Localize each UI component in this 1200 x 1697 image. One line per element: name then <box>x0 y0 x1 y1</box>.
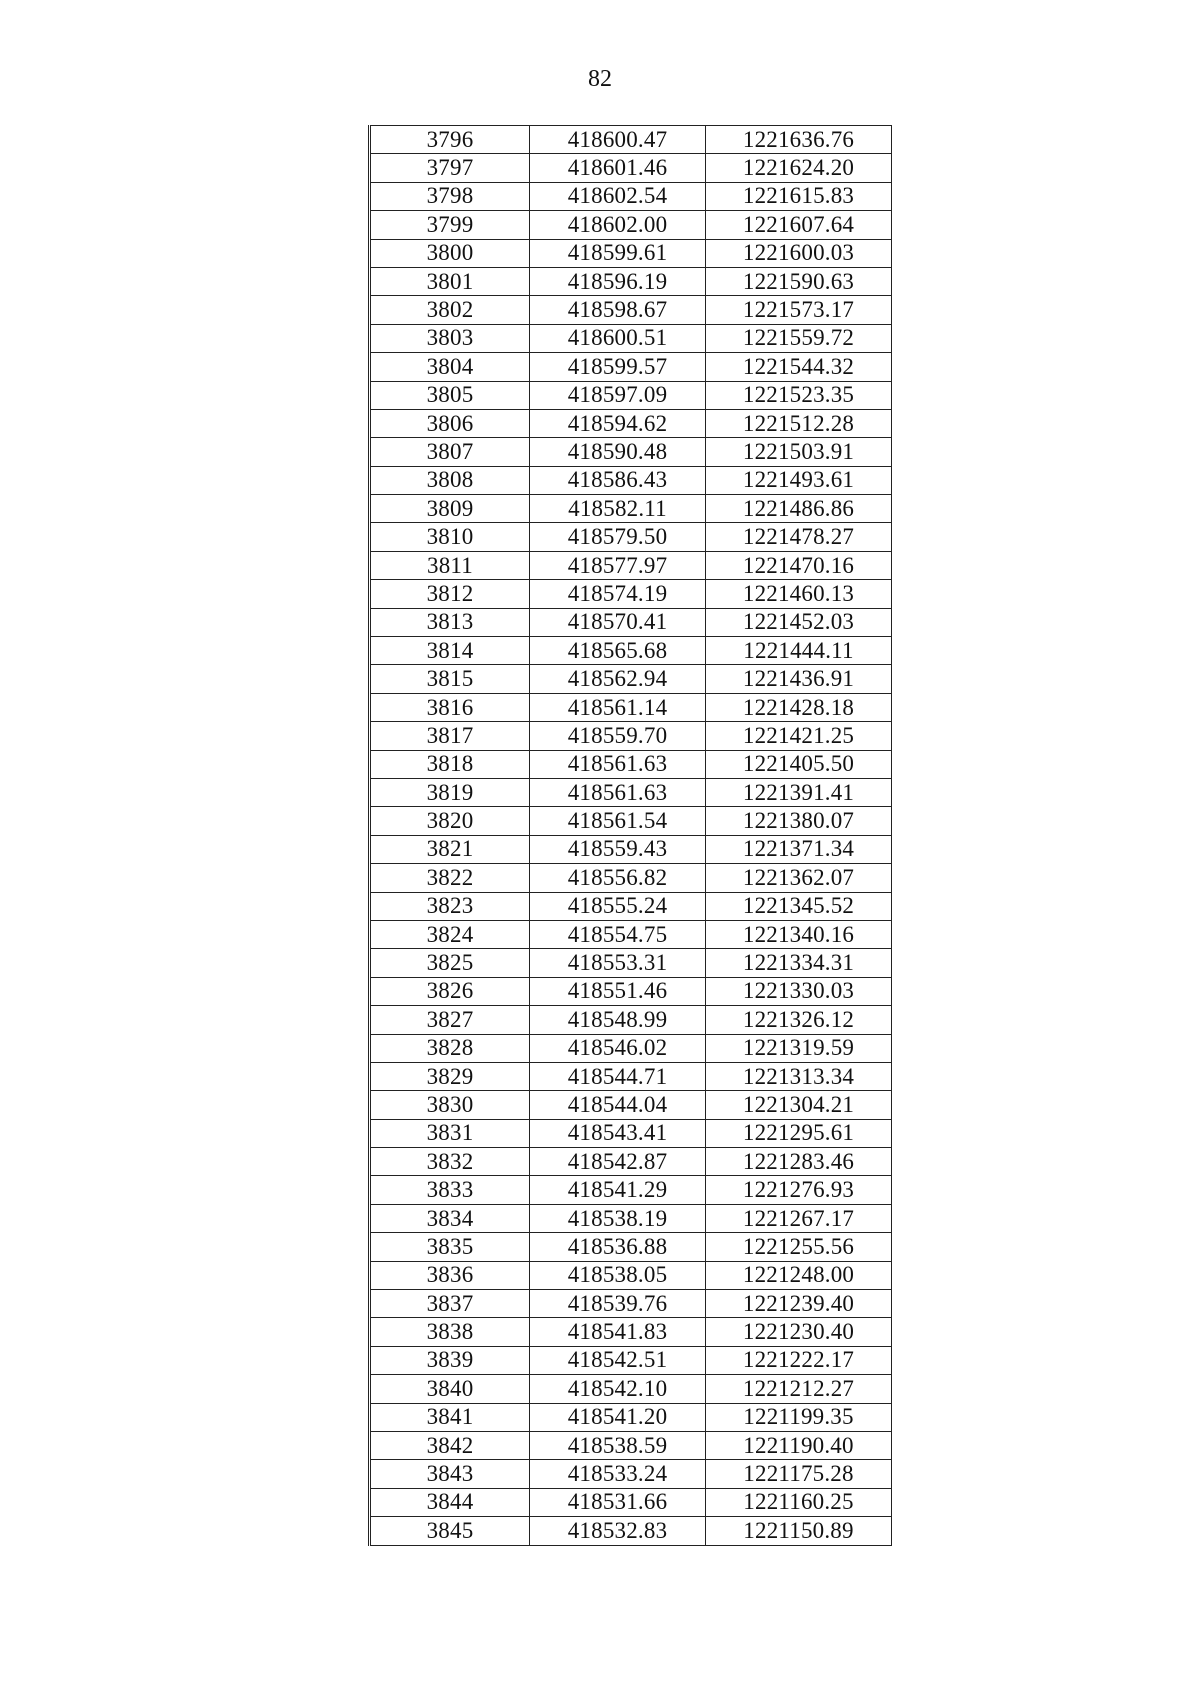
point-number-cell: 3842 <box>370 1431 530 1459</box>
y-coordinate-cell: 1221313.34 <box>706 1062 892 1090</box>
point-number-cell: 3815 <box>370 665 530 693</box>
table-row <box>370 1460 892 1488</box>
point-number-cell: 3831 <box>370 1119 530 1147</box>
point-number-cell: 3827 <box>370 1006 530 1034</box>
table-row <box>370 182 892 210</box>
x-coordinate-cell: 418600.47 <box>530 126 706 154</box>
table-row <box>370 523 892 551</box>
table-row <box>370 665 892 693</box>
x-coordinate-cell: 418541.29 <box>530 1176 706 1204</box>
x-coordinate-cell: 418531.66 <box>530 1488 706 1516</box>
point-number-cell: 3837 <box>370 1290 530 1318</box>
point-number-cell: 3841 <box>370 1403 530 1431</box>
y-coordinate-cell: 1221444.11 <box>706 637 892 665</box>
y-coordinate-cell: 1221371.34 <box>706 835 892 863</box>
x-coordinate-cell: 418541.83 <box>530 1318 706 1346</box>
x-coordinate-cell: 418598.67 <box>530 296 706 324</box>
y-coordinate-cell: 1221340.16 <box>706 920 892 948</box>
point-number-cell: 3801 <box>370 267 530 295</box>
x-coordinate-cell: 418570.41 <box>530 608 706 636</box>
point-number-cell: 3804 <box>370 353 530 381</box>
table-row <box>370 1006 892 1034</box>
table-row <box>370 1148 892 1176</box>
point-number-cell: 3809 <box>370 495 530 523</box>
table-row <box>370 1062 892 1090</box>
point-number-cell: 3814 <box>370 637 530 665</box>
page-number: 82 <box>588 66 612 92</box>
y-coordinate-cell: 1221319.59 <box>706 1034 892 1062</box>
y-coordinate-cell: 1221276.93 <box>706 1176 892 1204</box>
y-coordinate-cell: 1221512.28 <box>706 409 892 437</box>
table-row <box>370 1290 892 1318</box>
x-coordinate-cell: 418546.02 <box>530 1034 706 1062</box>
table-row <box>370 126 892 154</box>
x-coordinate-cell: 418601.46 <box>530 154 706 182</box>
point-number-cell: 3835 <box>370 1233 530 1261</box>
table-row <box>370 1346 892 1374</box>
table-row <box>370 1375 892 1403</box>
y-coordinate-cell: 1221283.46 <box>706 1148 892 1176</box>
x-coordinate-cell: 418561.63 <box>530 750 706 778</box>
point-number-cell: 3834 <box>370 1204 530 1232</box>
y-coordinate-cell: 1221405.50 <box>706 750 892 778</box>
x-coordinate-cell: 418554.75 <box>530 920 706 948</box>
table-row <box>370 495 892 523</box>
table-row <box>370 1091 892 1119</box>
table-row <box>370 693 892 721</box>
x-coordinate-cell: 418594.62 <box>530 409 706 437</box>
table-row <box>370 1318 892 1346</box>
x-coordinate-cell: 418538.05 <box>530 1261 706 1289</box>
point-number-cell: 3802 <box>370 296 530 324</box>
y-coordinate-cell: 1221345.52 <box>706 892 892 920</box>
coordinate-table <box>368 125 892 1546</box>
y-coordinate-cell: 1221636.76 <box>706 126 892 154</box>
point-number-cell: 3798 <box>370 182 530 210</box>
x-coordinate-cell: 418539.76 <box>530 1290 706 1318</box>
y-coordinate-cell: 1221615.83 <box>706 182 892 210</box>
table-row <box>370 920 892 948</box>
point-number-cell: 3845 <box>370 1517 530 1545</box>
point-number-cell: 3830 <box>370 1091 530 1119</box>
table-row <box>370 1233 892 1261</box>
y-coordinate-cell: 1221248.00 <box>706 1261 892 1289</box>
point-number-cell: 3810 <box>370 523 530 551</box>
y-coordinate-cell: 1221493.61 <box>706 466 892 494</box>
table-row <box>370 1176 892 1204</box>
x-coordinate-cell: 418586.43 <box>530 466 706 494</box>
point-number-cell: 3823 <box>370 892 530 920</box>
point-number-cell: 3817 <box>370 722 530 750</box>
y-coordinate-cell: 1221470.16 <box>706 551 892 579</box>
x-coordinate-cell: 418574.19 <box>530 580 706 608</box>
x-coordinate-cell: 418565.68 <box>530 637 706 665</box>
table-row <box>370 1261 892 1289</box>
y-coordinate-cell: 1221486.86 <box>706 495 892 523</box>
x-coordinate-cell: 418602.00 <box>530 211 706 239</box>
y-coordinate-cell: 1221326.12 <box>706 1006 892 1034</box>
y-coordinate-cell: 1221239.40 <box>706 1290 892 1318</box>
point-number-cell: 3844 <box>370 1488 530 1516</box>
point-number-cell: 3811 <box>370 551 530 579</box>
y-coordinate-cell: 1221436.91 <box>706 665 892 693</box>
y-coordinate-cell: 1221478.27 <box>706 523 892 551</box>
y-coordinate-cell: 1221544.32 <box>706 353 892 381</box>
x-coordinate-cell: 418551.46 <box>530 977 706 1005</box>
table-row <box>370 324 892 352</box>
x-coordinate-cell: 418542.10 <box>530 1375 706 1403</box>
x-coordinate-cell: 418596.19 <box>530 267 706 295</box>
table-row <box>370 580 892 608</box>
point-number-cell: 3800 <box>370 239 530 267</box>
x-coordinate-cell: 418544.71 <box>530 1062 706 1090</box>
table-row <box>370 551 892 579</box>
point-number-cell: 3821 <box>370 835 530 863</box>
table-row <box>370 1204 892 1232</box>
table-row <box>370 977 892 1005</box>
y-coordinate-cell: 1221190.40 <box>706 1431 892 1459</box>
y-coordinate-cell: 1221175.28 <box>706 1460 892 1488</box>
table-row <box>370 835 892 863</box>
table-row <box>370 409 892 437</box>
point-number-cell: 3832 <box>370 1148 530 1176</box>
y-coordinate-cell: 1221391.41 <box>706 778 892 806</box>
x-coordinate-cell: 418579.50 <box>530 523 706 551</box>
x-coordinate-cell: 418599.57 <box>530 353 706 381</box>
table-row <box>370 864 892 892</box>
y-coordinate-cell: 1221199.35 <box>706 1403 892 1431</box>
x-coordinate-cell: 418553.31 <box>530 949 706 977</box>
table-row <box>370 750 892 778</box>
table-row <box>370 1517 892 1545</box>
x-coordinate-cell: 418542.51 <box>530 1346 706 1374</box>
point-number-cell: 3824 <box>370 920 530 948</box>
y-coordinate-cell: 1221267.17 <box>706 1204 892 1232</box>
table-row <box>370 778 892 806</box>
table-row <box>370 154 892 182</box>
table-row <box>370 381 892 409</box>
point-number-cell: 3840 <box>370 1375 530 1403</box>
x-coordinate-cell: 418590.48 <box>530 438 706 466</box>
table-row <box>370 239 892 267</box>
y-coordinate-cell: 1221559.72 <box>706 324 892 352</box>
table-row <box>370 722 892 750</box>
y-coordinate-cell: 1221362.07 <box>706 864 892 892</box>
x-coordinate-cell: 418548.99 <box>530 1006 706 1034</box>
x-coordinate-cell: 418536.88 <box>530 1233 706 1261</box>
y-coordinate-cell: 1221150.89 <box>706 1517 892 1545</box>
y-coordinate-cell: 1221330.03 <box>706 977 892 1005</box>
y-coordinate-cell: 1221334.31 <box>706 949 892 977</box>
table-row <box>370 296 892 324</box>
y-coordinate-cell: 1221222.17 <box>706 1346 892 1374</box>
x-coordinate-cell: 418600.51 <box>530 324 706 352</box>
y-coordinate-cell: 1221304.21 <box>706 1091 892 1119</box>
table-row <box>370 608 892 636</box>
x-coordinate-cell: 418532.83 <box>530 1517 706 1545</box>
point-number-cell: 3813 <box>370 608 530 636</box>
table-row <box>370 211 892 239</box>
y-coordinate-cell: 1221590.63 <box>706 267 892 295</box>
y-coordinate-cell: 1221212.27 <box>706 1375 892 1403</box>
point-number-cell: 3819 <box>370 778 530 806</box>
x-coordinate-cell: 418582.11 <box>530 495 706 523</box>
table-row <box>370 949 892 977</box>
point-number-cell: 3818 <box>370 750 530 778</box>
y-coordinate-cell: 1221428.18 <box>706 693 892 721</box>
x-coordinate-cell: 418543.41 <box>530 1119 706 1147</box>
y-coordinate-cell: 1221421.25 <box>706 722 892 750</box>
table-row <box>370 353 892 381</box>
point-number-cell: 3828 <box>370 1034 530 1062</box>
table-row <box>370 1034 892 1062</box>
x-coordinate-cell: 418542.87 <box>530 1148 706 1176</box>
table-row <box>370 267 892 295</box>
y-coordinate-cell: 1221255.56 <box>706 1233 892 1261</box>
y-coordinate-cell: 1221295.61 <box>706 1119 892 1147</box>
x-coordinate-cell: 418533.24 <box>530 1460 706 1488</box>
x-coordinate-cell: 418597.09 <box>530 381 706 409</box>
x-coordinate-cell: 418538.19 <box>530 1204 706 1232</box>
point-number-cell: 3806 <box>370 409 530 437</box>
x-coordinate-cell: 418561.14 <box>530 693 706 721</box>
table-row <box>370 1488 892 1516</box>
y-coordinate-cell: 1221624.20 <box>706 154 892 182</box>
table-row <box>370 892 892 920</box>
point-number-cell: 3826 <box>370 977 530 1005</box>
y-coordinate-cell: 1221460.13 <box>706 580 892 608</box>
point-number-cell: 3839 <box>370 1346 530 1374</box>
x-coordinate-cell: 418559.70 <box>530 722 706 750</box>
point-number-cell: 3807 <box>370 438 530 466</box>
table-row <box>370 1431 892 1459</box>
point-number-cell: 3797 <box>370 154 530 182</box>
x-coordinate-cell: 418577.97 <box>530 551 706 579</box>
table-row <box>370 1119 892 1147</box>
point-number-cell: 3843 <box>370 1460 530 1488</box>
point-number-cell: 3833 <box>370 1176 530 1204</box>
y-coordinate-cell: 1221452.03 <box>706 608 892 636</box>
x-coordinate-cell: 418544.04 <box>530 1091 706 1119</box>
point-number-cell: 3808 <box>370 466 530 494</box>
x-coordinate-cell: 418602.54 <box>530 182 706 210</box>
y-coordinate-cell: 1221573.17 <box>706 296 892 324</box>
point-number-cell: 3799 <box>370 211 530 239</box>
y-coordinate-cell: 1221523.35 <box>706 381 892 409</box>
point-number-cell: 3812 <box>370 580 530 608</box>
y-coordinate-cell: 1221503.91 <box>706 438 892 466</box>
point-number-cell: 3822 <box>370 864 530 892</box>
x-coordinate-cell: 418538.59 <box>530 1431 706 1459</box>
table-row <box>370 438 892 466</box>
point-number-cell: 3838 <box>370 1318 530 1346</box>
point-number-cell: 3796 <box>370 126 530 154</box>
coordinate-table-body <box>370 126 892 1546</box>
point-number-cell: 3816 <box>370 693 530 721</box>
point-number-cell: 3820 <box>370 807 530 835</box>
y-coordinate-cell: 1221160.25 <box>706 1488 892 1516</box>
table-row <box>370 466 892 494</box>
x-coordinate-cell: 418561.63 <box>530 778 706 806</box>
point-number-cell: 3803 <box>370 324 530 352</box>
x-coordinate-cell: 418555.24 <box>530 892 706 920</box>
y-coordinate-cell: 1221607.64 <box>706 211 892 239</box>
table-row <box>370 637 892 665</box>
y-coordinate-cell: 1221600.03 <box>706 239 892 267</box>
point-number-cell: 3829 <box>370 1062 530 1090</box>
y-coordinate-cell: 1221230.40 <box>706 1318 892 1346</box>
point-number-cell: 3805 <box>370 381 530 409</box>
x-coordinate-cell: 418556.82 <box>530 864 706 892</box>
point-number-cell: 3836 <box>370 1261 530 1289</box>
x-coordinate-cell: 418559.43 <box>530 835 706 863</box>
table-row <box>370 1403 892 1431</box>
x-coordinate-cell: 418599.61 <box>530 239 706 267</box>
point-number-cell: 3825 <box>370 949 530 977</box>
x-coordinate-cell: 418541.20 <box>530 1403 706 1431</box>
y-coordinate-cell: 1221380.07 <box>706 807 892 835</box>
x-coordinate-cell: 418561.54 <box>530 807 706 835</box>
x-coordinate-cell: 418562.94 <box>530 665 706 693</box>
table-row <box>370 807 892 835</box>
